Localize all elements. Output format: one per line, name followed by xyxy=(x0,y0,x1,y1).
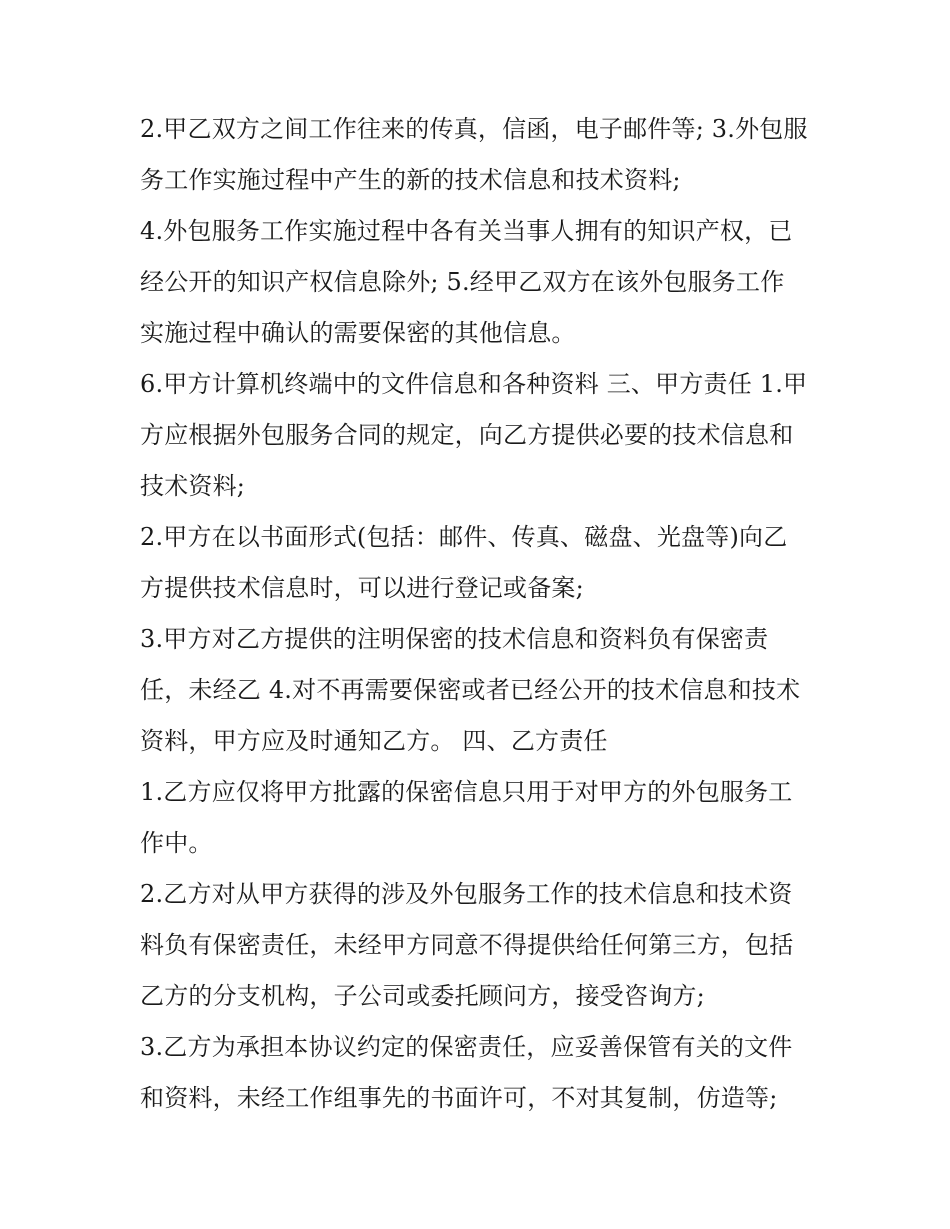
text-line: 4.外包服务工作实施过程中各有关当事人拥有的知识产权，已 xyxy=(140,217,793,245)
text-line: 任，未经乙 4.对不再需要保密或者已经公开的技术信息和技术 xyxy=(140,676,801,704)
text-line: 实施过程中确认的需要保密的其他信息。 xyxy=(140,319,576,347)
document-body xyxy=(140,104,820,1124)
text-line: 作中。 xyxy=(140,829,213,857)
text-line: 3.乙方为承担本协议约定的保密责任，应妥善保管有关的文件 xyxy=(140,1033,793,1061)
text-line: 资料，甲方应及时通知乙方。 四、乙方责任 xyxy=(140,727,608,755)
text-line: 6.甲方计算机终端中的文件信息和各种资料 三、甲方责任 1.甲 xyxy=(140,370,808,398)
text-line: 2.乙方对从甲方获得的涉及外包服务工作的技术信息和技术资 xyxy=(140,880,793,908)
text-line: 乙方的分支机构，子公司或委托顾问方，接受咨询方; xyxy=(140,982,705,1010)
text-line: 料负有保密责任，未经甲方同意不得提供给任何第三方，包括 xyxy=(140,931,794,959)
text-line: 方提供技术信息时，可以进行登记或备案; xyxy=(140,574,584,602)
text-line: 经公开的知识产权信息除外; 5.经甲乙双方在该外包服务工作 xyxy=(140,268,785,296)
text-line: 3.甲方对乙方提供的注明保密的技术信息和资料负有保密责 xyxy=(140,625,769,653)
text-line: 2.甲方在以书面形式(包括：邮件、传真、磁盘、光盘等)向乙 xyxy=(140,523,788,551)
text-line: 1.乙方应仅将甲方批露的保密信息只用于对甲方的外包服务工 xyxy=(140,778,793,806)
text-line: 技术资料; xyxy=(140,472,246,500)
text-line: 2.甲乙双方之间工作往来的传真，信函，电子邮件等; 3.外包服 xyxy=(140,115,808,143)
text-line: 务工作实施过程中产生的新的技术信息和技术资料; xyxy=(140,166,681,194)
text-line: 方应根据外包服务合同的规定，向乙方提供必要的技术信息和 xyxy=(140,421,794,449)
text-line: 和资料，未经工作组事先的书面许可，不对其复制，仿造等; xyxy=(140,1084,778,1112)
